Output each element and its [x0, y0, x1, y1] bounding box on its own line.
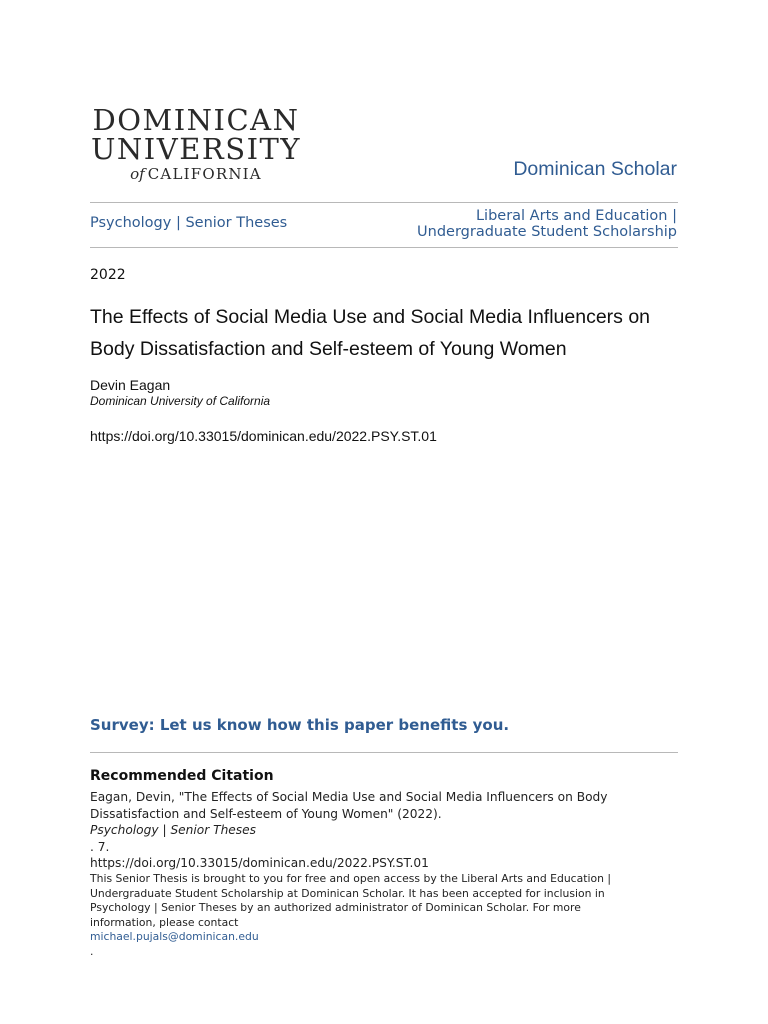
university-logo: [90, 103, 302, 183]
notice-line: This Senior Thesis is brought to you for free and open access by the Liberal Arts and Education |: [90, 872, 611, 885]
publication-year: 2022: [90, 267, 126, 283]
collection-link-line[interactable]: Undergraduate Student Scholarship: [417, 224, 677, 240]
citation-text: [90, 789, 690, 872]
contact-email-link[interactable]: michael.pujals@dominican.edu: [90, 930, 259, 944]
repository-link[interactable]: Dominican Scholar: [513, 158, 677, 180]
collection-link-line[interactable]: Liberal Arts and Education |: [475, 208, 677, 224]
access-notice: [90, 872, 690, 960]
citation-series: Psychology | Senior Theses: [90, 823, 256, 837]
citation-line-part: . 7.: [90, 839, 110, 854]
author-name: Devin Eagan: [90, 377, 171, 393]
header-divider-top: [90, 202, 678, 203]
notice-line-part: .: [90, 944, 94, 958]
citation-line-part: Dissatisfaction and Self-esteem of Young Women" (2022).: [90, 806, 442, 821]
citation-line: Eagan, Devin, "The Effects of Social Media Use and Social Media Influencers on Body: [90, 790, 608, 804]
logo-line-university: UNIVERSITY: [90, 132, 302, 166]
citation-divider: [90, 752, 678, 753]
logo-line-california: [90, 165, 302, 183]
citation-heading: Recommended Citation: [90, 768, 274, 784]
collection-link-liberal-arts[interactable]: [417, 208, 677, 240]
collection-link-psychology[interactable]: Psychology | Senior Theses: [90, 215, 288, 231]
notice-line: [90, 916, 690, 960]
notice-line: Undergraduate Student Scholarship at Dominican Scholar. It has been accepted for inclusion in: [90, 886, 605, 900]
doi-link[interactable]: https://doi.org/10.33015/dominican.edu/2022.PSY.ST.01: [90, 428, 437, 444]
logo-line-dominican: DOMINICAN: [92, 103, 300, 137]
author-affiliation: Dominican University of California: [90, 394, 271, 408]
logo-california: CALIFORNIA: [147, 165, 262, 183]
survey-link[interactable]: Survey: Let us know how this paper benefits you.: [90, 716, 510, 734]
notice-line-part: information, please contact: [90, 915, 239, 929]
header-divider-bottom: [90, 247, 678, 248]
logo-of: of: [130, 165, 145, 183]
paper-title: The Effects of Social Media Use and Social Media Influencers on Body Dissatisfaction and Self-esteem of Young Women: [90, 306, 651, 360]
notice-line: Psychology | Senior Theses by an authorized administrator of Dominican Scholar. For more: [90, 901, 581, 915]
citation-doi: https://doi.org/10.33015/dominican.edu/2022.PSY.ST.01: [90, 856, 429, 870]
citation-line: [90, 806, 690, 856]
